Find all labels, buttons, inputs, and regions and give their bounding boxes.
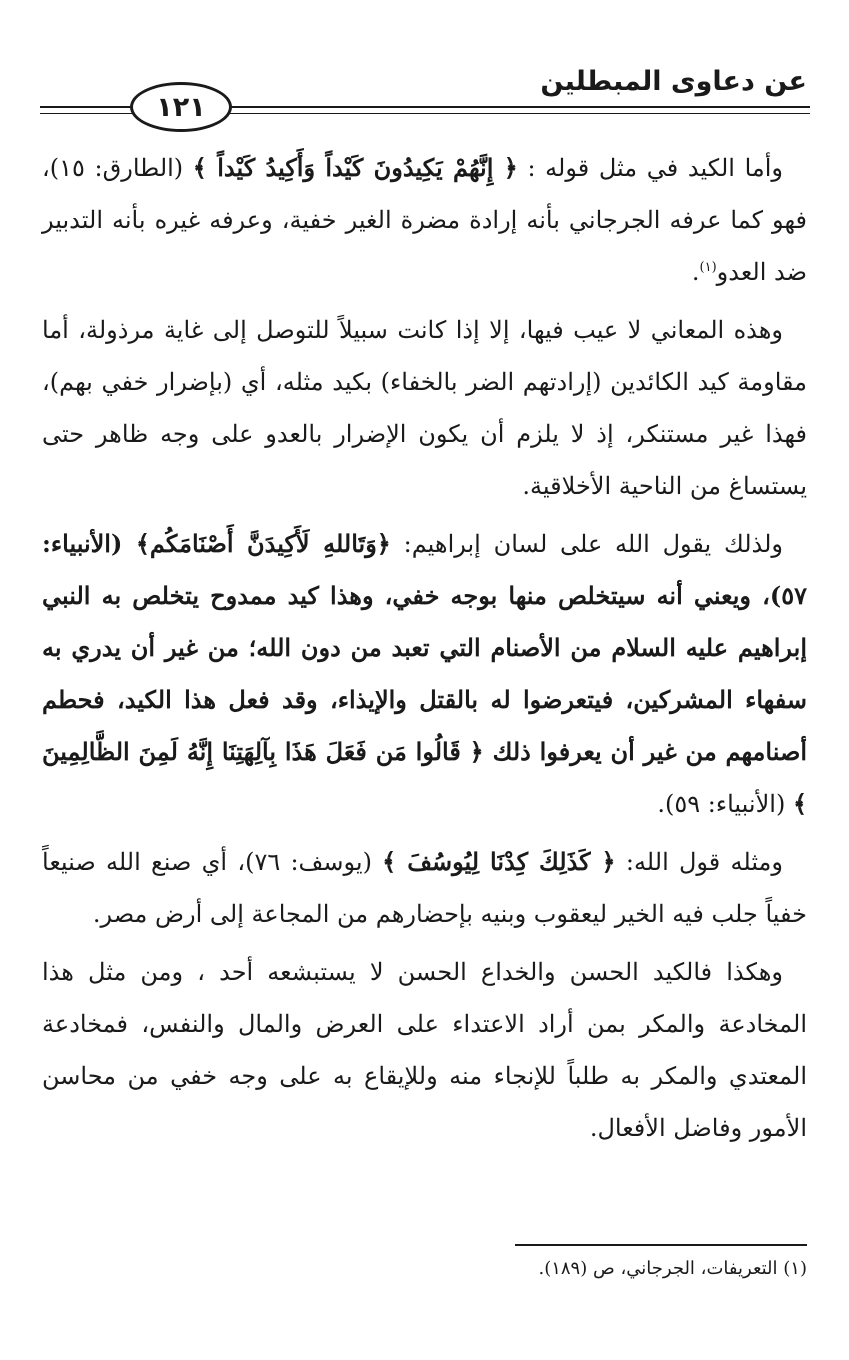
paragraph-4: ومثله قول الله: ﴿ كَذَلِكَ كِدْنَا لِيُوسُفَ ﴾ (يوسف: ٧٦)، أي صنع الله صنيعاً خفياً جلب فيه الخير ليعقوب وبنيه بإحضارهم من المجاعة إلى أرض مصر. [42, 847, 807, 928]
footnote-reference: (١) [699, 260, 717, 275]
footnote-separator [515, 1244, 807, 1246]
page-number: ١٢١ [130, 82, 232, 132]
paragraph-5: وهكذا فالكيد الحسن والخداع الحسن لا يستبشعه أحد ، ومن مثل هذا المخادعة والمكر بمن أراد الاعتداء على العرض والمال والنفس، فمخادعة المعتدي والمكر به طلباً للإنجاء منه وللإيقاع به على وجه خفي من محاسن الأمور وفاضل الأفعال. [42, 958, 807, 1142]
quran-verse: ﴿ قَالُوا مَن فَعَلَ هَذَا بِآلِهَتِنَا إِنَّهُ لَمِنَ الظَّالِمِينَ ﴾ [42, 737, 807, 818]
paragraph-2: وهذه المعاني لا عيب فيها، إلا إذا كانت سبيلاً للتوصل إلى غاية مرذولة، أما مقاومة كيد الكائدين (إرادتهم الضر بالخفاء) بكيد مثله، أي (بإضرار خفي بهم)، فهذا غير مستنكر، إذ لا يلزم أن يكون الإضرار بالعدو على وجه ظاهر حتى يستساغ من الناحية الأخلاقية. [42, 316, 808, 500]
paragraph-1: وأما الكيد في مثل قوله : ﴿ إِنَّهُمْ يَكِيدُونَ كَيْداً وَأَكِيدُ كَيْداً ﴾ (الطارق: ١٥)، فهو كما عرفه الجرجاني بأنه إرادة مضرة الغير خفية، وعرفه غيره بأنه التدبير ضد العدو$^{(١)}$. [42, 153, 807, 286]
quran-verse: ﴿ كَذَلِكَ كِدْنَا لِيُوسُفَ ﴾ [382, 847, 616, 876]
running-header-title: عن دعاوى المبطلين [540, 66, 807, 97]
footnote: (١) التعريفات، الجرجاني، ص (١٨٩). [538, 1258, 807, 1279]
quran-verse: ﴿ إِنَّهُمْ يَكِيدُونَ كَيْداً وَأَكِيدُ كَيْداً ﴾ [192, 153, 518, 182]
paragraph-3: ولذلك يقول الله على لسان إبراهيم: ﴿وَتَاللهِ لَأَكِيدَنَّ أَصْنَامَكُم﴾ (الأنبياء: ٥٧)، ويعني أنه سيتخلص منها بوجه خفي، وهذا كيد ممدوح يتخلص به النبي إبراهيم عليه السلام من الأصنام التي تعبد من دون الله؛ من غير أن يدري به سفهاء المشركين، فيتعرضوا له بالقتل والإيذاء، وقد فعل هذا الكيد، فحطم أصنامهم من غير أن يعرفوا ذلك ﴿ قَالُوا مَن فَعَلَ هَذَا بِآلِهَتِنَا إِنَّهُ لَمِنَ الظَّالِمِينَ ﴾ (الأنبياء: ٥٩). [42, 529, 808, 818]
quran-verse: ﴿وَتَاللهِ لَأَكِيدَنَّ أَصْنَامَكُم﴾ [135, 529, 391, 558]
body-text [42, 142, 807, 1160]
